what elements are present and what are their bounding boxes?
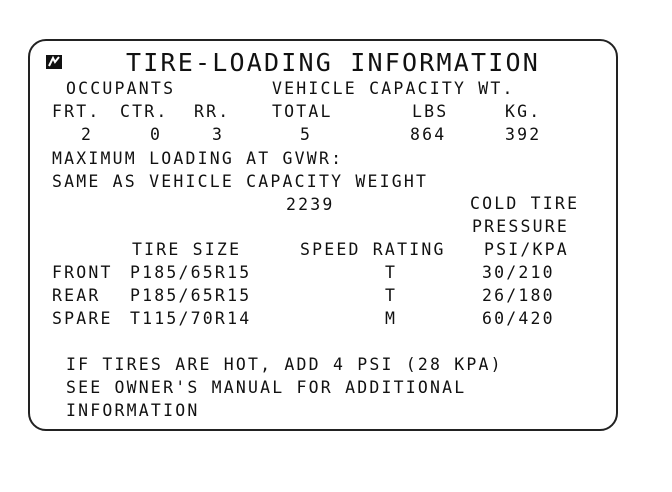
tire-position: SPARE	[52, 309, 113, 328]
tire-position: FRONT	[52, 263, 113, 282]
pressure-text: PRESSURE	[472, 217, 570, 236]
tire-size-header: TIRE SIZE	[132, 240, 242, 259]
label-title: TIRE-LOADING INFORMATION	[126, 48, 541, 77]
tire-position: REAR	[52, 286, 101, 305]
value-kg: 392	[505, 125, 542, 144]
tire-size: P185/65R15	[130, 263, 252, 282]
gm-logo-icon	[45, 54, 63, 70]
speed-rating-header: SPEED RATING	[300, 240, 446, 259]
tire-pressure: 26/180	[482, 286, 555, 305]
value-front: 2	[81, 125, 94, 144]
tire-pressure: 30/210	[482, 263, 555, 282]
hot-tires-note: IF TIRES ARE HOT, ADD 4 PSI (28 KPA)	[66, 355, 503, 374]
owners-manual-note: SEE OWNER'S MANUAL FOR ADDITIONAL	[66, 378, 467, 397]
col-lbs: LBS	[412, 102, 449, 121]
value-total: 5	[300, 125, 313, 144]
value-center: 0	[150, 125, 163, 144]
max-loading-text: MAXIMUM LOADING AT GVWR:	[52, 149, 344, 168]
capacity-header: VEHICLE CAPACITY WT.	[272, 79, 515, 98]
col-center: CTR.	[120, 102, 169, 121]
cold-tire-text: COLD TIRE	[470, 194, 580, 213]
psi-kpa-header: PSI/KPA	[484, 240, 569, 259]
col-total: TOTAL	[272, 102, 333, 121]
value-lbs: 864	[410, 125, 447, 144]
information-note: INFORMATION	[66, 401, 200, 420]
col-kg: KG.	[505, 102, 542, 121]
tire-speed-rating: T	[385, 286, 398, 305]
col-rear: RR.	[194, 102, 231, 121]
value-rear: 3	[212, 125, 225, 144]
col-front: FRT.	[52, 102, 101, 121]
tire-speed-rating: T	[385, 263, 398, 282]
tire-pressure: 60/420	[482, 309, 555, 328]
tire-speed-rating: M	[385, 309, 398, 328]
occupants-header: OCCUPANTS	[66, 79, 176, 98]
tire-size: P185/65R15	[130, 286, 252, 305]
tire-size: T115/70R14	[130, 309, 252, 328]
gvwr-value: 2239	[286, 195, 335, 214]
same-as-text: SAME AS VEHICLE CAPACITY WEIGHT	[52, 172, 429, 191]
